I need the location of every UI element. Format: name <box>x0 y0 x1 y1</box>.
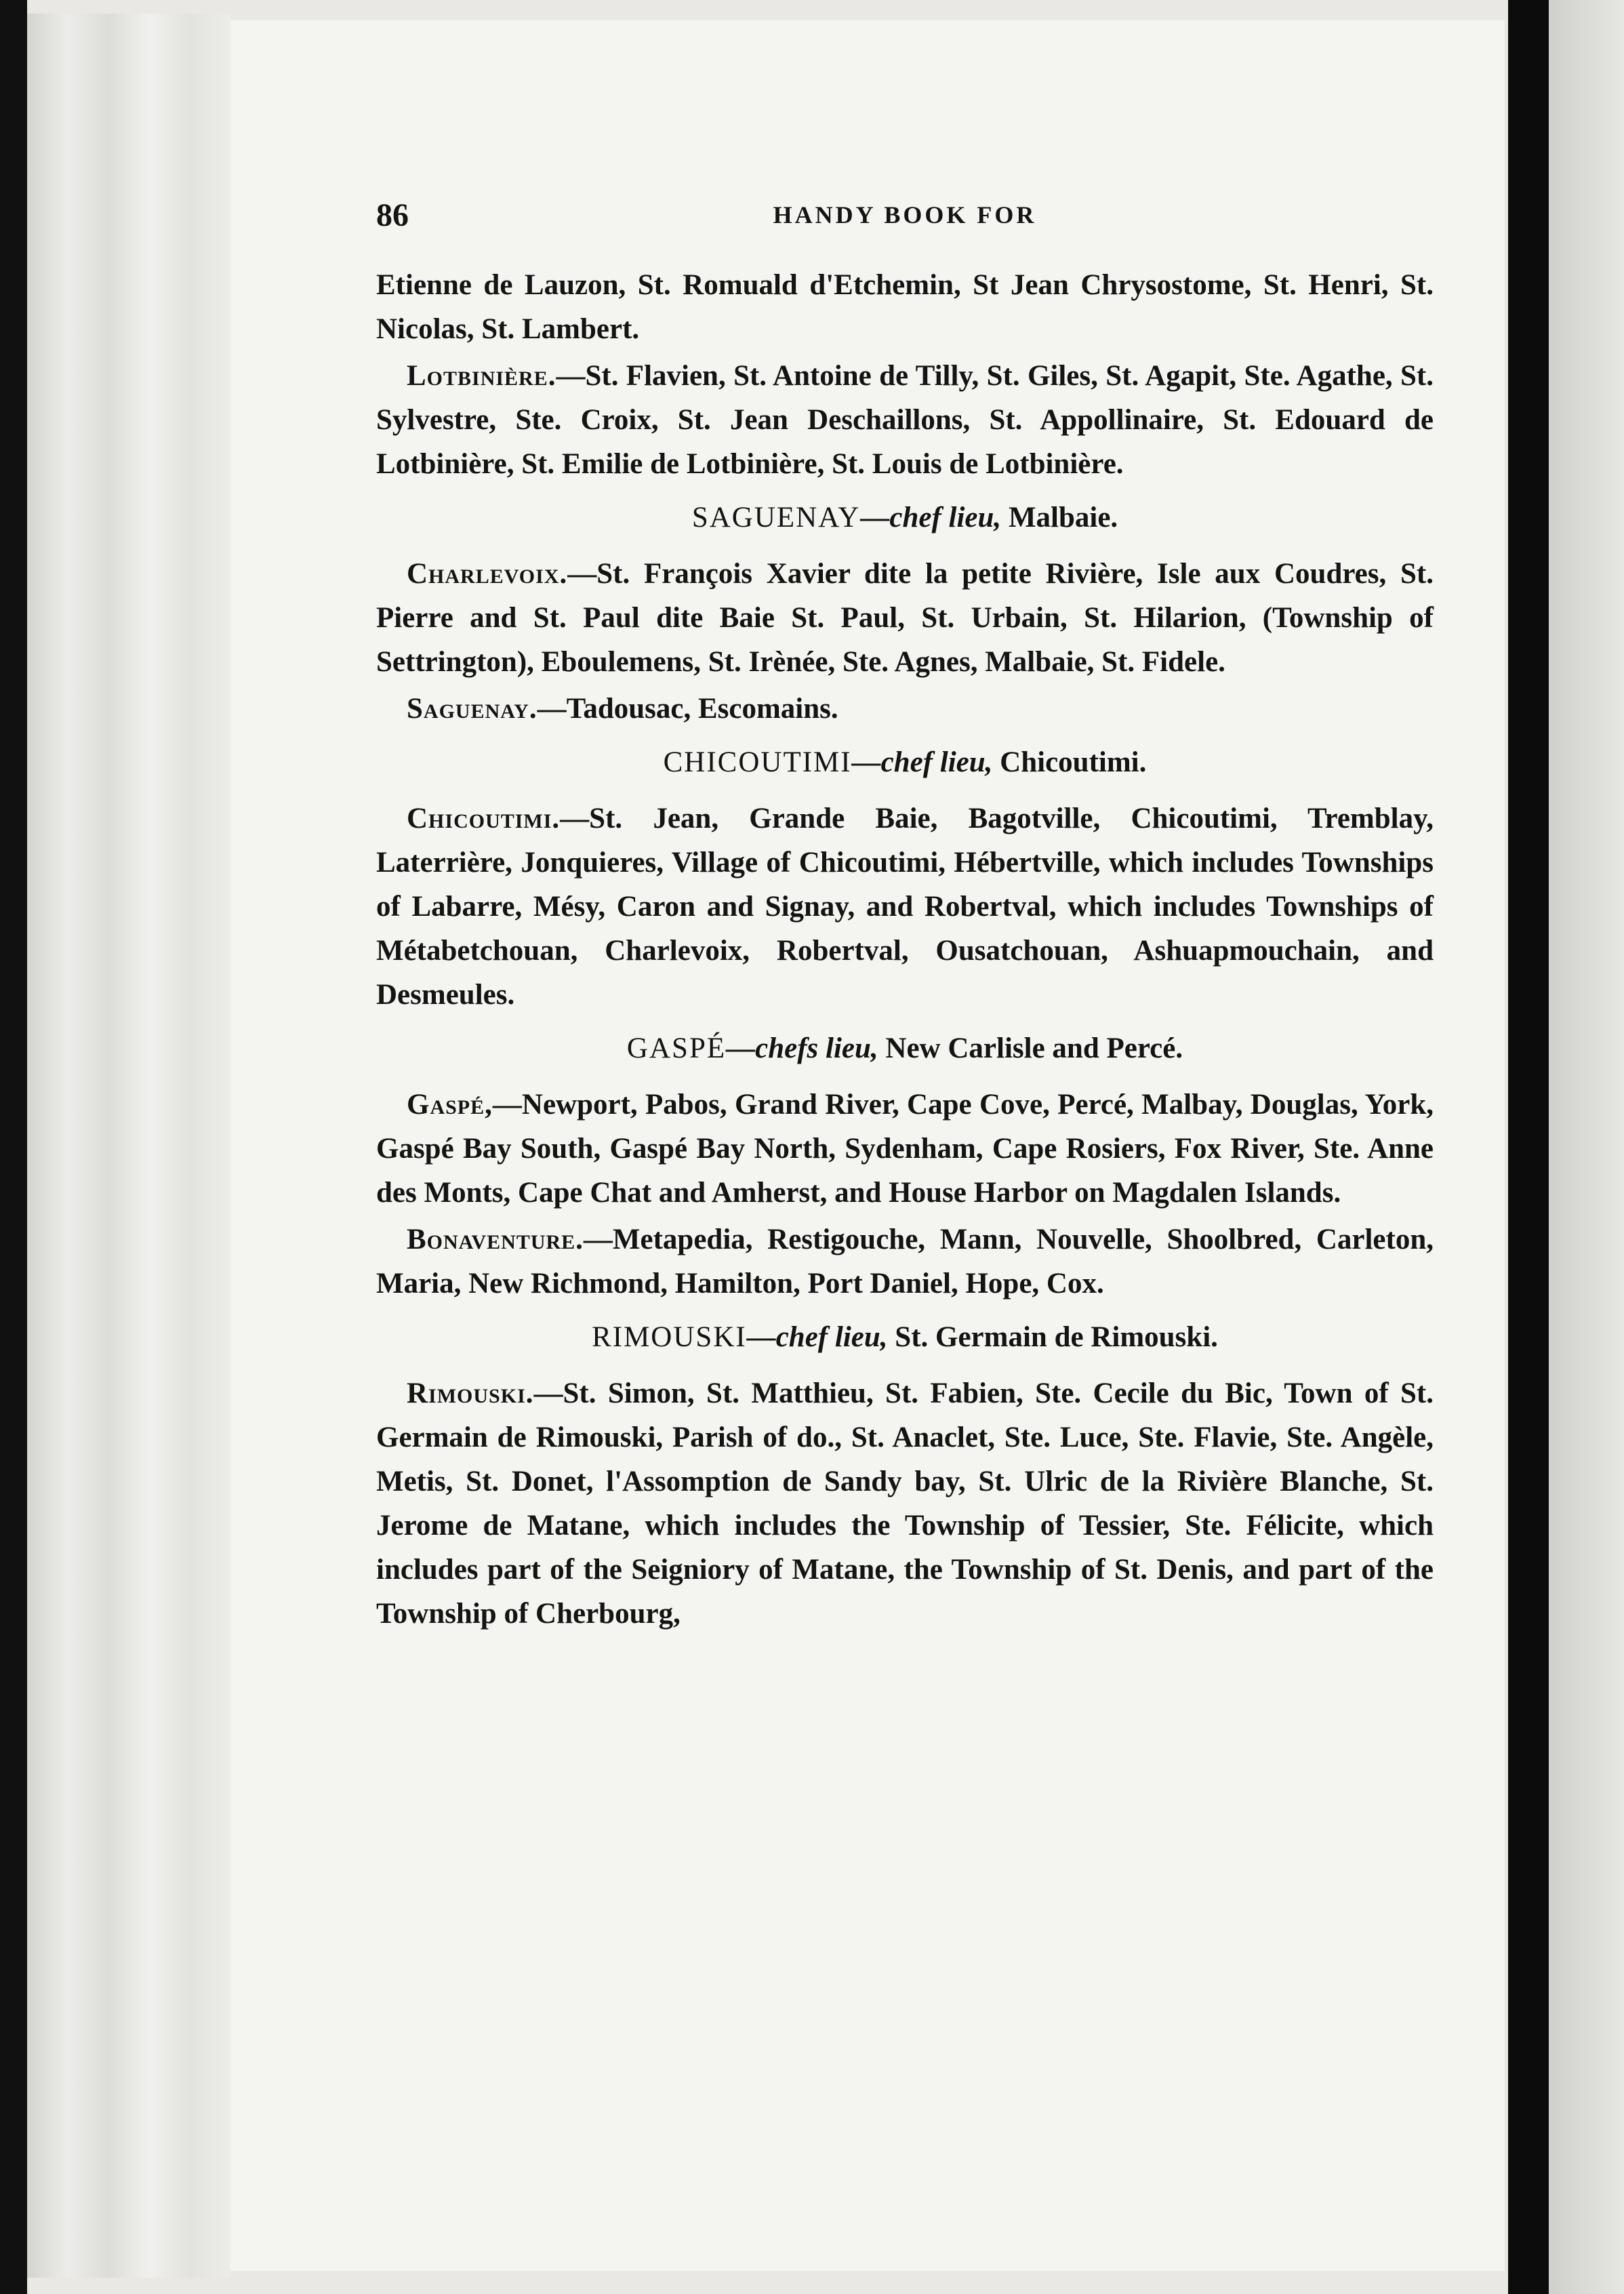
county-seat: Chicoutimi. <box>1000 746 1147 778</box>
county-name: CHICOUTIMI <box>663 746 852 778</box>
paragraph-lead: Chicoutimi. <box>407 803 561 834</box>
county-heading <box>376 740 1434 784</box>
paragraph-lead: Charlevoix. <box>407 558 568 590</box>
paragraph <box>376 354 1434 486</box>
paragraph <box>376 1371 1434 1636</box>
paragraph-lead: Bonaventure. <box>407 1224 584 1255</box>
chef-lieu-label: —chef lieu, <box>746 1321 888 1353</box>
paragraph-text: Etienne de Lauzon, St. Romuald d'Etchemin, St Jean Chrysostome, St. Henri, St. Nicolas, St. Lambert. <box>376 269 1434 345</box>
paragraph-text: —Metapedia, Restigouche, Mann, Nouvelle, Shoolbred, Carleton, Maria, New Richmond, Hamilton, Port Daniel, Hope, Cox. <box>376 1224 1434 1300</box>
paragraph <box>376 797 1434 1017</box>
paragraph <box>376 687 1434 731</box>
book-gutter <box>1508 0 1549 2294</box>
paragraph <box>376 1083 1434 1215</box>
county-heading <box>376 496 1434 540</box>
paragraph <box>376 552 1434 684</box>
page-edges <box>27 14 230 2278</box>
paragraph-text: —Tadousac, Escomains. <box>537 693 838 725</box>
chef-lieu-label: —chefs lieu, <box>726 1032 878 1064</box>
paragraph-text: —St. Simon, St. Matthieu, St. Fabien, Ste. Cecile du Bic, Town of St. Germain de Rimouski, Parish of do., St. Anaclet, Ste. Luce, Ste. Flavie, Ste. Angèle, Metis, St. Donet, l'Assomption de Sandy bay, St. Ulric de la Rivière Blanche, St. Jerome de Matane, which includes the Township of Tessier, Ste. Félicite, which includes part of the Seigniory of Matane, the Township of St. Denis, and part of the Township of Cherbourg, <box>376 1377 1434 1630</box>
paragraph-lead: Gaspé, <box>407 1089 493 1121</box>
county-seat: Malbaie. <box>1008 502 1118 534</box>
paragraph <box>376 263 1434 351</box>
county-name: SAGUENAY <box>691 502 861 534</box>
county-heading <box>376 1315 1434 1359</box>
county-seat: New Carlisle and Percé. <box>885 1032 1183 1064</box>
paragraph-text: —St. Flavien, St. Antoine de Tilly, St. Giles, St. Agapit, Ste. Agathe, St. Sylvestre, Ste. Croix, St. Jean Deschaillons, St. Appollinaire, St. Edouard de Lotbinière, St. Emilie de Lotbinière, St. Louis de Lotbinière. <box>376 360 1434 480</box>
paragraph-text: —St. Jean, Grande Baie, Bagotville, Chicoutimi, Tremblay, Laterrière, Jonquieres, Village of Chicoutimi, Hébertville, which includes Townships of Labarre, Mésy, Caron and Signay, and Robertval, which includes Townships of Métabetchouan, Charlevoix, Robertval, Ousatchouan, Ashuapmouchain, and Desmeules. <box>376 803 1434 1011</box>
paragraph-lead: Rimouski. <box>407 1377 534 1409</box>
chef-lieu-label: —chef lieu, <box>860 502 1002 534</box>
paragraph-text: —Newport, Pabos, Grand River, Cape Cove, Percé, Malbay, Douglas, York, Gaspé Bay South, Gaspé Bay North, Sydenham, Cape Rosiers, Fox River, Ste. Anne des Monts, Cape Chat and Amherst, and House Harbor on Magdalen Islands. <box>376 1089 1434 1209</box>
county-name: GASPÉ <box>626 1032 727 1064</box>
county-seat: St. Germain de Rimouski. <box>895 1321 1218 1353</box>
paragraph-lead: Saguenay. <box>407 693 537 725</box>
page-number: 86 <box>376 197 409 233</box>
running-head <box>376 197 1434 244</box>
next-page-edge <box>1549 0 1624 2294</box>
paragraph-text: —St. François Xavier dite la petite Rivière, Isle aux Coudres, St. Pierre and St. Paul dite Baie St. Paul, St. Urbain, St. Hilarion, (Township of Settrington), Eboulemens, St. Irènée, Ste. Agnes, Malbaie, St. Fidele. <box>376 558 1434 678</box>
page-content <box>376 197 1434 1638</box>
county-heading <box>376 1026 1434 1070</box>
page-header: HANDY BOOK FOR <box>773 201 1037 228</box>
paragraph <box>376 1218 1434 1306</box>
paragraph-lead: Lotbinière. <box>407 360 556 392</box>
chef-lieu-label: —chef lieu, <box>851 746 993 778</box>
county-name: RIMOUSKI <box>592 1321 747 1353</box>
